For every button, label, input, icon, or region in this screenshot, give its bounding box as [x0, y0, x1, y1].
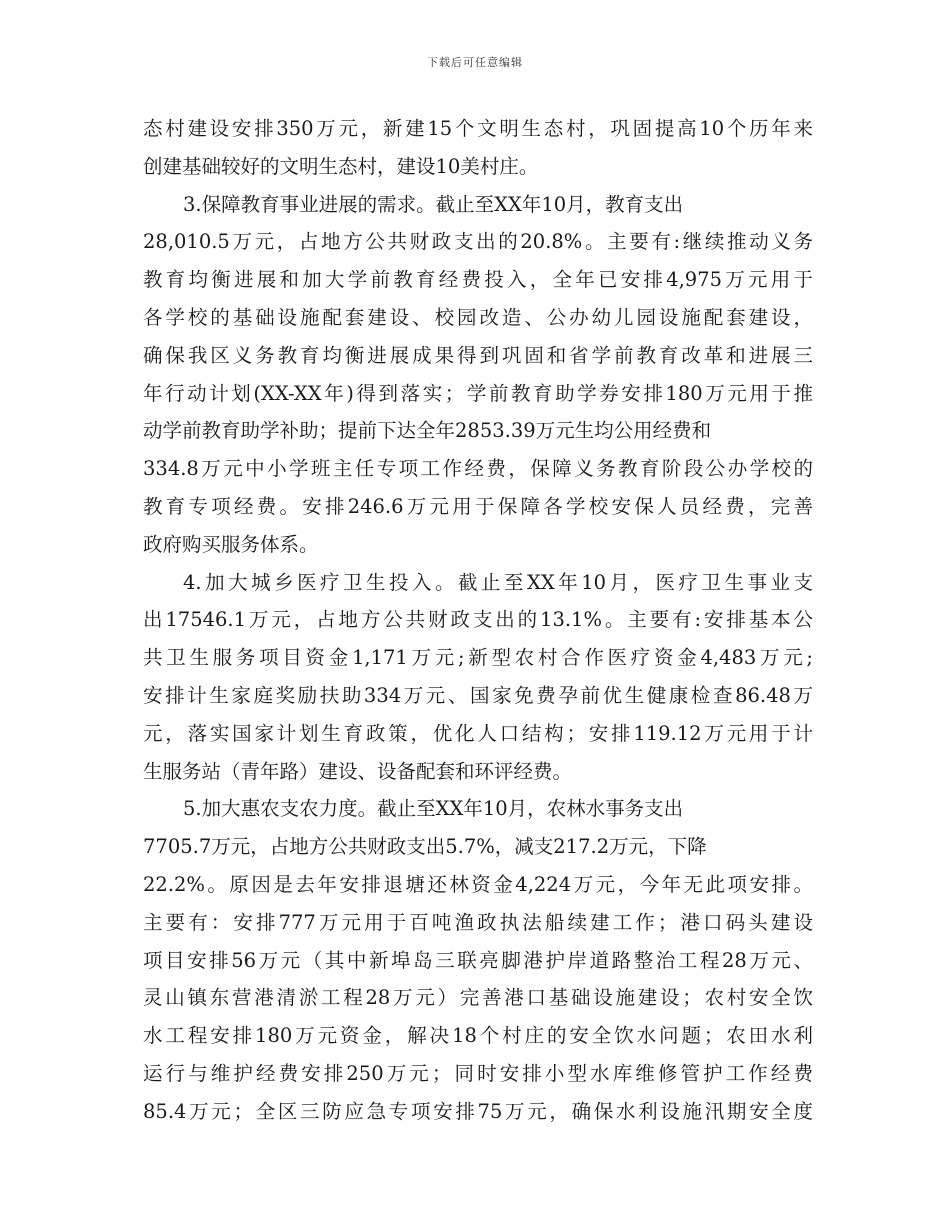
text-line: 创建基础较好的文明生态村，建设10美村庄。: [143, 154, 539, 178]
text-line: 共卫生服务项目资金1,171万元;新型农村合作医疗资金4,483万元;: [143, 646, 813, 670]
text-line: 3.保障教育事业进展的需求。截止至XX年10月，教育支出: [183, 192, 684, 216]
text-line: 22.2%。原因是去年安排退塘还林资金4,224万元，今年无此项安排。: [143, 872, 813, 896]
text-line: 运行与维护经费安排250万元；同时安排小型水库维修管护工作经费: [143, 1061, 813, 1085]
text-line: 主要有：安排777万元用于百吨渔政执法船续建工作；港口码头建设: [143, 910, 813, 934]
text-line: 政府购买服务体系。: [143, 532, 319, 556]
text-line: 安排计生家庭奖励扶助334万元、国家免费孕前优生健康检查86.48万: [143, 683, 813, 707]
text-line: 5.加大惠农支农力度。截止至XX年10月，农林水事务支出: [183, 797, 684, 821]
page-header: 下载后可任意编辑: [427, 56, 523, 69]
text-line: 各学校的基础设施配套建设、校园改造、公办幼儿园设施配套建设，: [143, 305, 813, 329]
text-line: 生服务站（青年路）建设、设备配套和环评经费。: [143, 759, 573, 783]
text-line: 7705.7万元，占地方公共财政支出5.7%，减支217.2万元，下降: [143, 835, 707, 859]
text-line: 动学前教育助学补助；提前下达全年2853.39万元生均公用经费和: [143, 419, 712, 443]
text-line: 4.加大城乡医疗卫生投入。截止至XX年10月，医疗卫生事业支: [183, 570, 813, 594]
text-line: 28,010.5万元，占地方公共财政支出的20.8%。主要有:继续推动义务: [143, 230, 813, 254]
text-line: 灵山镇东营港清淤工程28万元）完善港口基础设施建设；农村安全饮: [143, 986, 813, 1010]
text-line: 水工程安排180万元资金，解决18个村庄的安全饮水问题；农田水利: [143, 1024, 813, 1048]
text-line: 出17546.1万元，占地方公共财政支出的13.1%。主要有:安排基本公: [143, 608, 813, 632]
document-body: [143, 110, 813, 1131]
text-line: 教育均衡进展和加大学前教育经费投入，全年已安排4,975万元用于: [143, 268, 813, 292]
text-line: 元，落实国家计划生育政策，优化人口结构；安排119.12万元用于计: [143, 721, 813, 745]
text-line: 年行动计划(XX-XX年)得到落实；学前教育助学券安排180万元用于推: [143, 381, 813, 405]
text-line: 教育专项经费。安排246.6万元用于保障各学校安保人员经费，完善: [143, 494, 813, 518]
text-line: 334.8万元中小学班主任专项工作经费，保障义务教育阶段公办学校的: [143, 457, 813, 481]
text-line: 态村建设安排350万元，新建15个文明生态村，巩固提高10个历年来: [143, 117, 813, 140]
text-line: 确保我区义务教育均衡进展成果得到巩固和省学前教育改革和进展三: [143, 343, 813, 367]
text-line: 项目安排56万元（其中新埠岛三联亮脚港护岸道路整治工程28万元、: [143, 948, 813, 972]
text-line: 85.4万元；全区三防应急专项安排75万元，确保水利设施汛期安全度: [143, 1099, 813, 1123]
